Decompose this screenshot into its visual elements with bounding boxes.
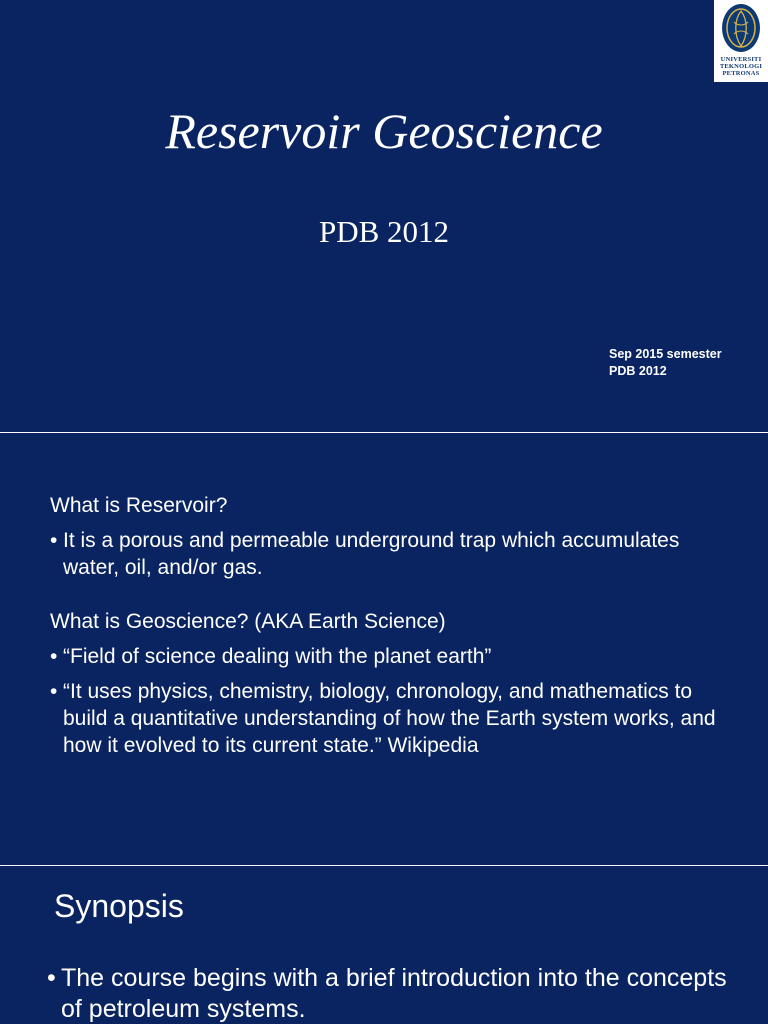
bullet-icon: • <box>50 680 58 703</box>
question-geoscience: What is Geoscience? (AKA Earth Science) <box>50 610 446 633</box>
slide-definitions <box>0 433 768 865</box>
bullet-geoscience-definition: • “Field of science dealing with the planet earth” <box>50 645 492 668</box>
synopsis-title: Synopsis <box>54 888 184 924</box>
utp-logo <box>714 0 768 82</box>
bullet-geoscience-quote: • “It uses physics, chemistry, biology, chronology, and mathematics to build a quantitative understanding of how the Earth system works, and how it evolved to its current state.” Wikipedia <box>50 680 716 757</box>
utp-emblem-icon <box>720 2 762 54</box>
definitions-body <box>50 492 740 767</box>
synopsis-bullet: • The course begins with a brief introduction into the concepts of petroleum systems. <box>47 964 727 1023</box>
question-reservoir: What is Reservoir? <box>50 494 228 517</box>
bullet-reservoir-definition: • It is a porous and permeable underground trap which accumulates water, oil, and/or gas. <box>50 529 680 579</box>
bullet-icon: • <box>50 645 58 668</box>
semester-info <box>609 346 722 380</box>
semester-line: Sep 2015 semester <box>609 347 722 361</box>
slide-synopsis <box>0 866 768 1024</box>
course-code-line: PDB 2012 <box>609 364 667 378</box>
bullet-icon: • <box>50 529 58 552</box>
slide-title-text: Reservoir Geoscience <box>165 103 603 159</box>
slide-title <box>0 0 768 432</box>
bullet-icon: • <box>47 964 56 992</box>
slide-subtitle: PDB 2012 <box>318 214 450 249</box>
utp-logo-text: UNIVERSITI TEKNOLOGI PETRONAS <box>719 56 763 77</box>
